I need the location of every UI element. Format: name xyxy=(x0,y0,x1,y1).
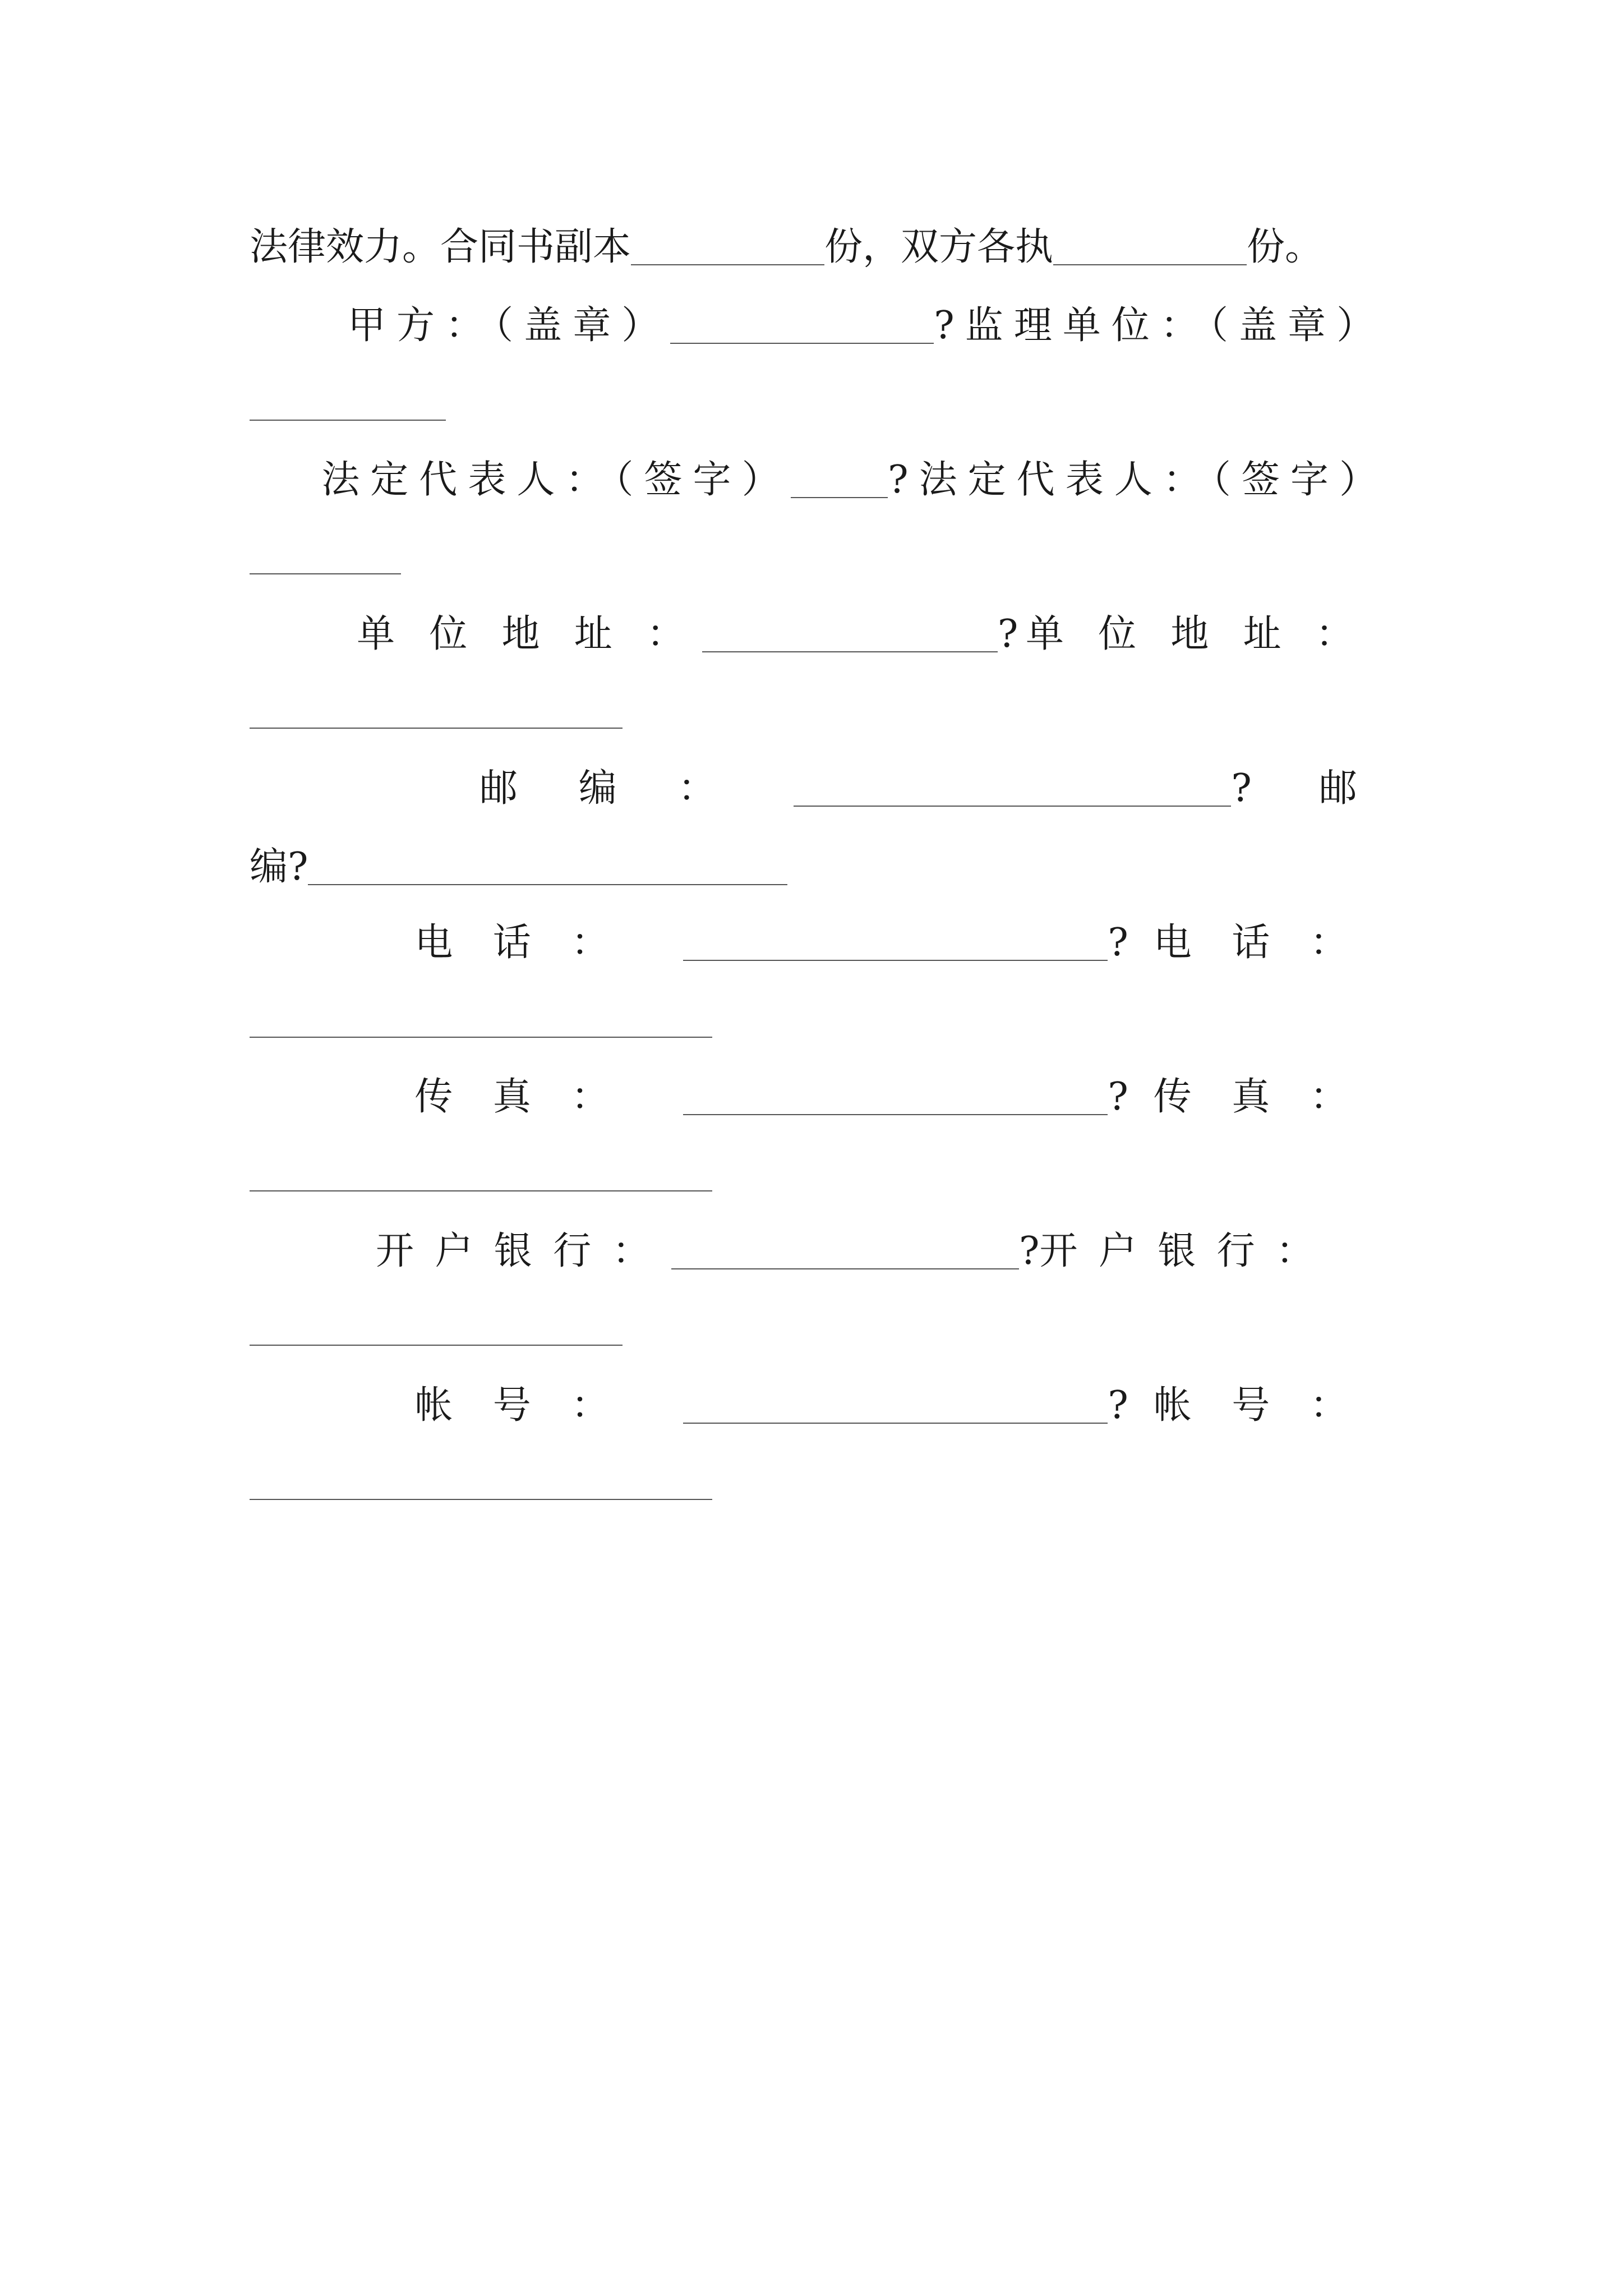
bank-b-blank[interactable] xyxy=(250,1343,623,1346)
copies-clause xyxy=(250,205,1388,269)
separator-mark: ? xyxy=(1108,921,1128,965)
legal-rep-row xyxy=(250,438,1388,502)
postcode-b-row xyxy=(250,825,1388,889)
address-b-blank[interactable] xyxy=(250,726,623,729)
clause-text-a: 法律效力。合同书副本 xyxy=(250,225,631,269)
supervisor-seal-label: 监理单位：（盖章） xyxy=(965,303,1386,348)
bank-a-blank[interactable] xyxy=(671,1266,1019,1269)
address-b-label: 单位地址： xyxy=(1025,612,1388,656)
account-a-label: 帐号： xyxy=(414,1383,649,1428)
phone-a-label: 电话： xyxy=(414,921,649,965)
fax-b-blank[interactable] xyxy=(250,1189,712,1191)
separator-mark: ? xyxy=(934,303,965,348)
each-party-count-blank[interactable] xyxy=(1053,262,1247,265)
account-b-blank[interactable] xyxy=(250,1498,712,1500)
separator-mark: ? xyxy=(888,458,919,502)
legal-rep-b-blank[interactable] xyxy=(250,572,401,574)
account-b-label: 帐号： xyxy=(1153,1383,1388,1428)
address-a-blank[interactable] xyxy=(702,649,998,652)
postcode-a-label: 邮编： xyxy=(479,766,777,811)
phone-b-label: 电话： xyxy=(1153,921,1388,965)
account-a-blank[interactable] xyxy=(683,1420,1108,1424)
postcode-b-label-cont: 编? xyxy=(250,845,308,889)
separator-mark: ? xyxy=(997,612,1026,656)
phone-a-blank[interactable] xyxy=(683,958,1108,961)
fax-row xyxy=(250,1055,1388,1119)
clause-text-c: 份。 xyxy=(1247,225,1324,269)
separator-mark: ? xyxy=(1231,766,1252,811)
copies-count-blank[interactable] xyxy=(631,262,824,265)
phone-row xyxy=(250,900,1388,965)
supervisor-seal-blank[interactable] xyxy=(250,418,446,421)
fax-a-blank[interactable] xyxy=(683,1112,1108,1115)
legal-rep-b-label: 法定代表人：（签字） xyxy=(919,458,1388,502)
clause-text-b: 份，双方各执 xyxy=(824,225,1054,269)
party-a-seal-label: 甲方：（盖章） xyxy=(348,303,671,348)
phone-b-blank[interactable] xyxy=(250,1036,712,1038)
separator-mark: ? xyxy=(1019,1229,1040,1273)
fax-a-label: 传真： xyxy=(414,1075,649,1119)
seal-row xyxy=(250,283,1388,348)
separator-mark: ? xyxy=(1108,1383,1128,1428)
address-row xyxy=(250,592,1388,654)
postcode-b-label: 邮 xyxy=(1318,766,1357,811)
fax-b-label: 传真： xyxy=(1153,1075,1388,1119)
account-row xyxy=(250,1363,1388,1428)
legal-rep-a-label: 法定代表人：（签字） xyxy=(321,458,791,502)
bank-row xyxy=(250,1209,1388,1271)
postcode-b-blank[interactable] xyxy=(308,882,787,885)
postcode-row xyxy=(250,746,1388,811)
bank-a-label: 开户银行： xyxy=(376,1229,672,1273)
legal-rep-a-blank[interactable] xyxy=(791,495,888,498)
postcode-a-blank[interactable] xyxy=(794,803,1231,807)
separator-mark: ? xyxy=(1108,1075,1128,1119)
party-a-seal-blank[interactable] xyxy=(670,341,934,344)
address-a-label: 单位地址： xyxy=(357,612,720,656)
bank-b-label: 开户银行： xyxy=(1039,1229,1335,1273)
